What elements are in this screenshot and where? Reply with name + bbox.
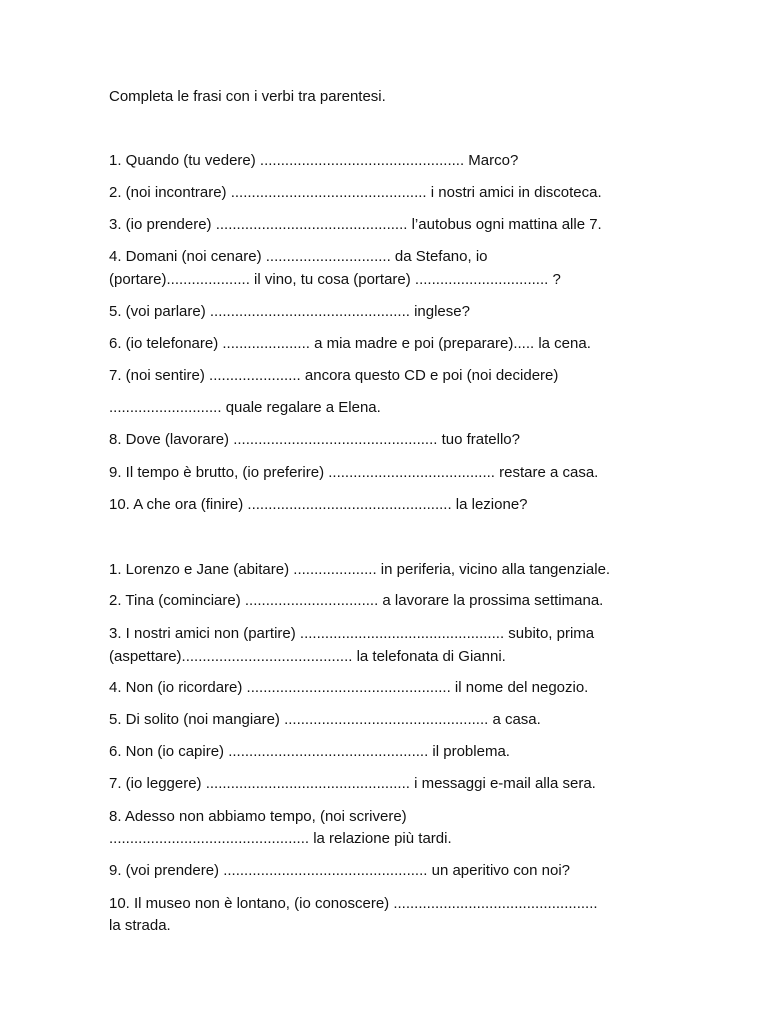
exercise-line: ................................................ la relazione più tardi. (109, 830, 452, 847)
exercise-line: (aspettare)......................................... la telefonata di Gianni. (109, 648, 506, 665)
exercise-line: 9. Il tempo è brutto, (io preferire) ........................................ restare a casa. (109, 464, 599, 481)
exercise-line: 3. I nostri amici non (partire) ................................................. subito, prima (109, 625, 595, 642)
exercise-line: 10. A che ora (finire) ................................................. la lezione? (109, 496, 528, 513)
exercise-line: 8. Adesso non abbiamo tempo, (noi scrivere) (109, 808, 407, 825)
exercise-line: (portare).................... il vino, tu cosa (portare) ................................ ? (109, 271, 561, 288)
exercise-line: 8. Dove (lavorare) ................................................. tuo fratello? (109, 431, 520, 448)
exercise-line: 7. (io leggere) ................................................. i messaggi e-mail alla sera. (109, 775, 596, 792)
exercise-line: 4. Domani (noi cenare) .............................. da Stefano, io (109, 248, 488, 265)
exercise-line: ........................... quale regalare a Elena. (109, 399, 381, 416)
exercise-line: 1. Quando (tu vedere) ................................................. Marco? (109, 152, 519, 169)
exercise-line: 7. (noi sentire) ...................... ancora questo CD e poi (noi decidere) (109, 367, 559, 384)
exercise-line: la strada. (109, 917, 171, 934)
exercise-line: 6. Non (io capire) ................................................ il problema. (109, 743, 510, 760)
exercise-line: 1. Lorenzo e Jane (abitare) .................... in periferia, vicino alla tangenziale. (109, 561, 611, 578)
exercise-line: 9. (voi prendere) ................................................. un aperitivo con noi? (109, 862, 571, 879)
instruction-text: Completa le frasi con i verbi tra parentesi. (109, 88, 386, 105)
exercise-line: 5. Di solito (noi mangiare) ................................................. a casa. (109, 711, 541, 728)
exercise-line: 6. (io telefonare) ..................... a mia madre e poi (preparare)..... la cena. (109, 335, 591, 352)
exercise-line: 5. (voi parlare) ................................................ inglese? (109, 303, 470, 320)
exercise-line: 4. Non (io ricordare) ................................................. il nome del negozio. (109, 679, 589, 696)
exercise-line: 3. (io prendere) .............................................. l’autobus ogni mattina alle 7. (109, 216, 602, 233)
exercise-line: 10. Il museo non è lontano, (io conoscere) ................................................. (109, 895, 598, 912)
exercise-line: 2. Tina (cominciare) ................................ a lavorare la prossima settimana. (109, 592, 604, 609)
exercise-line: 2. (noi incontrare) ............................................... i nostri amici in discoteca. (109, 184, 602, 201)
